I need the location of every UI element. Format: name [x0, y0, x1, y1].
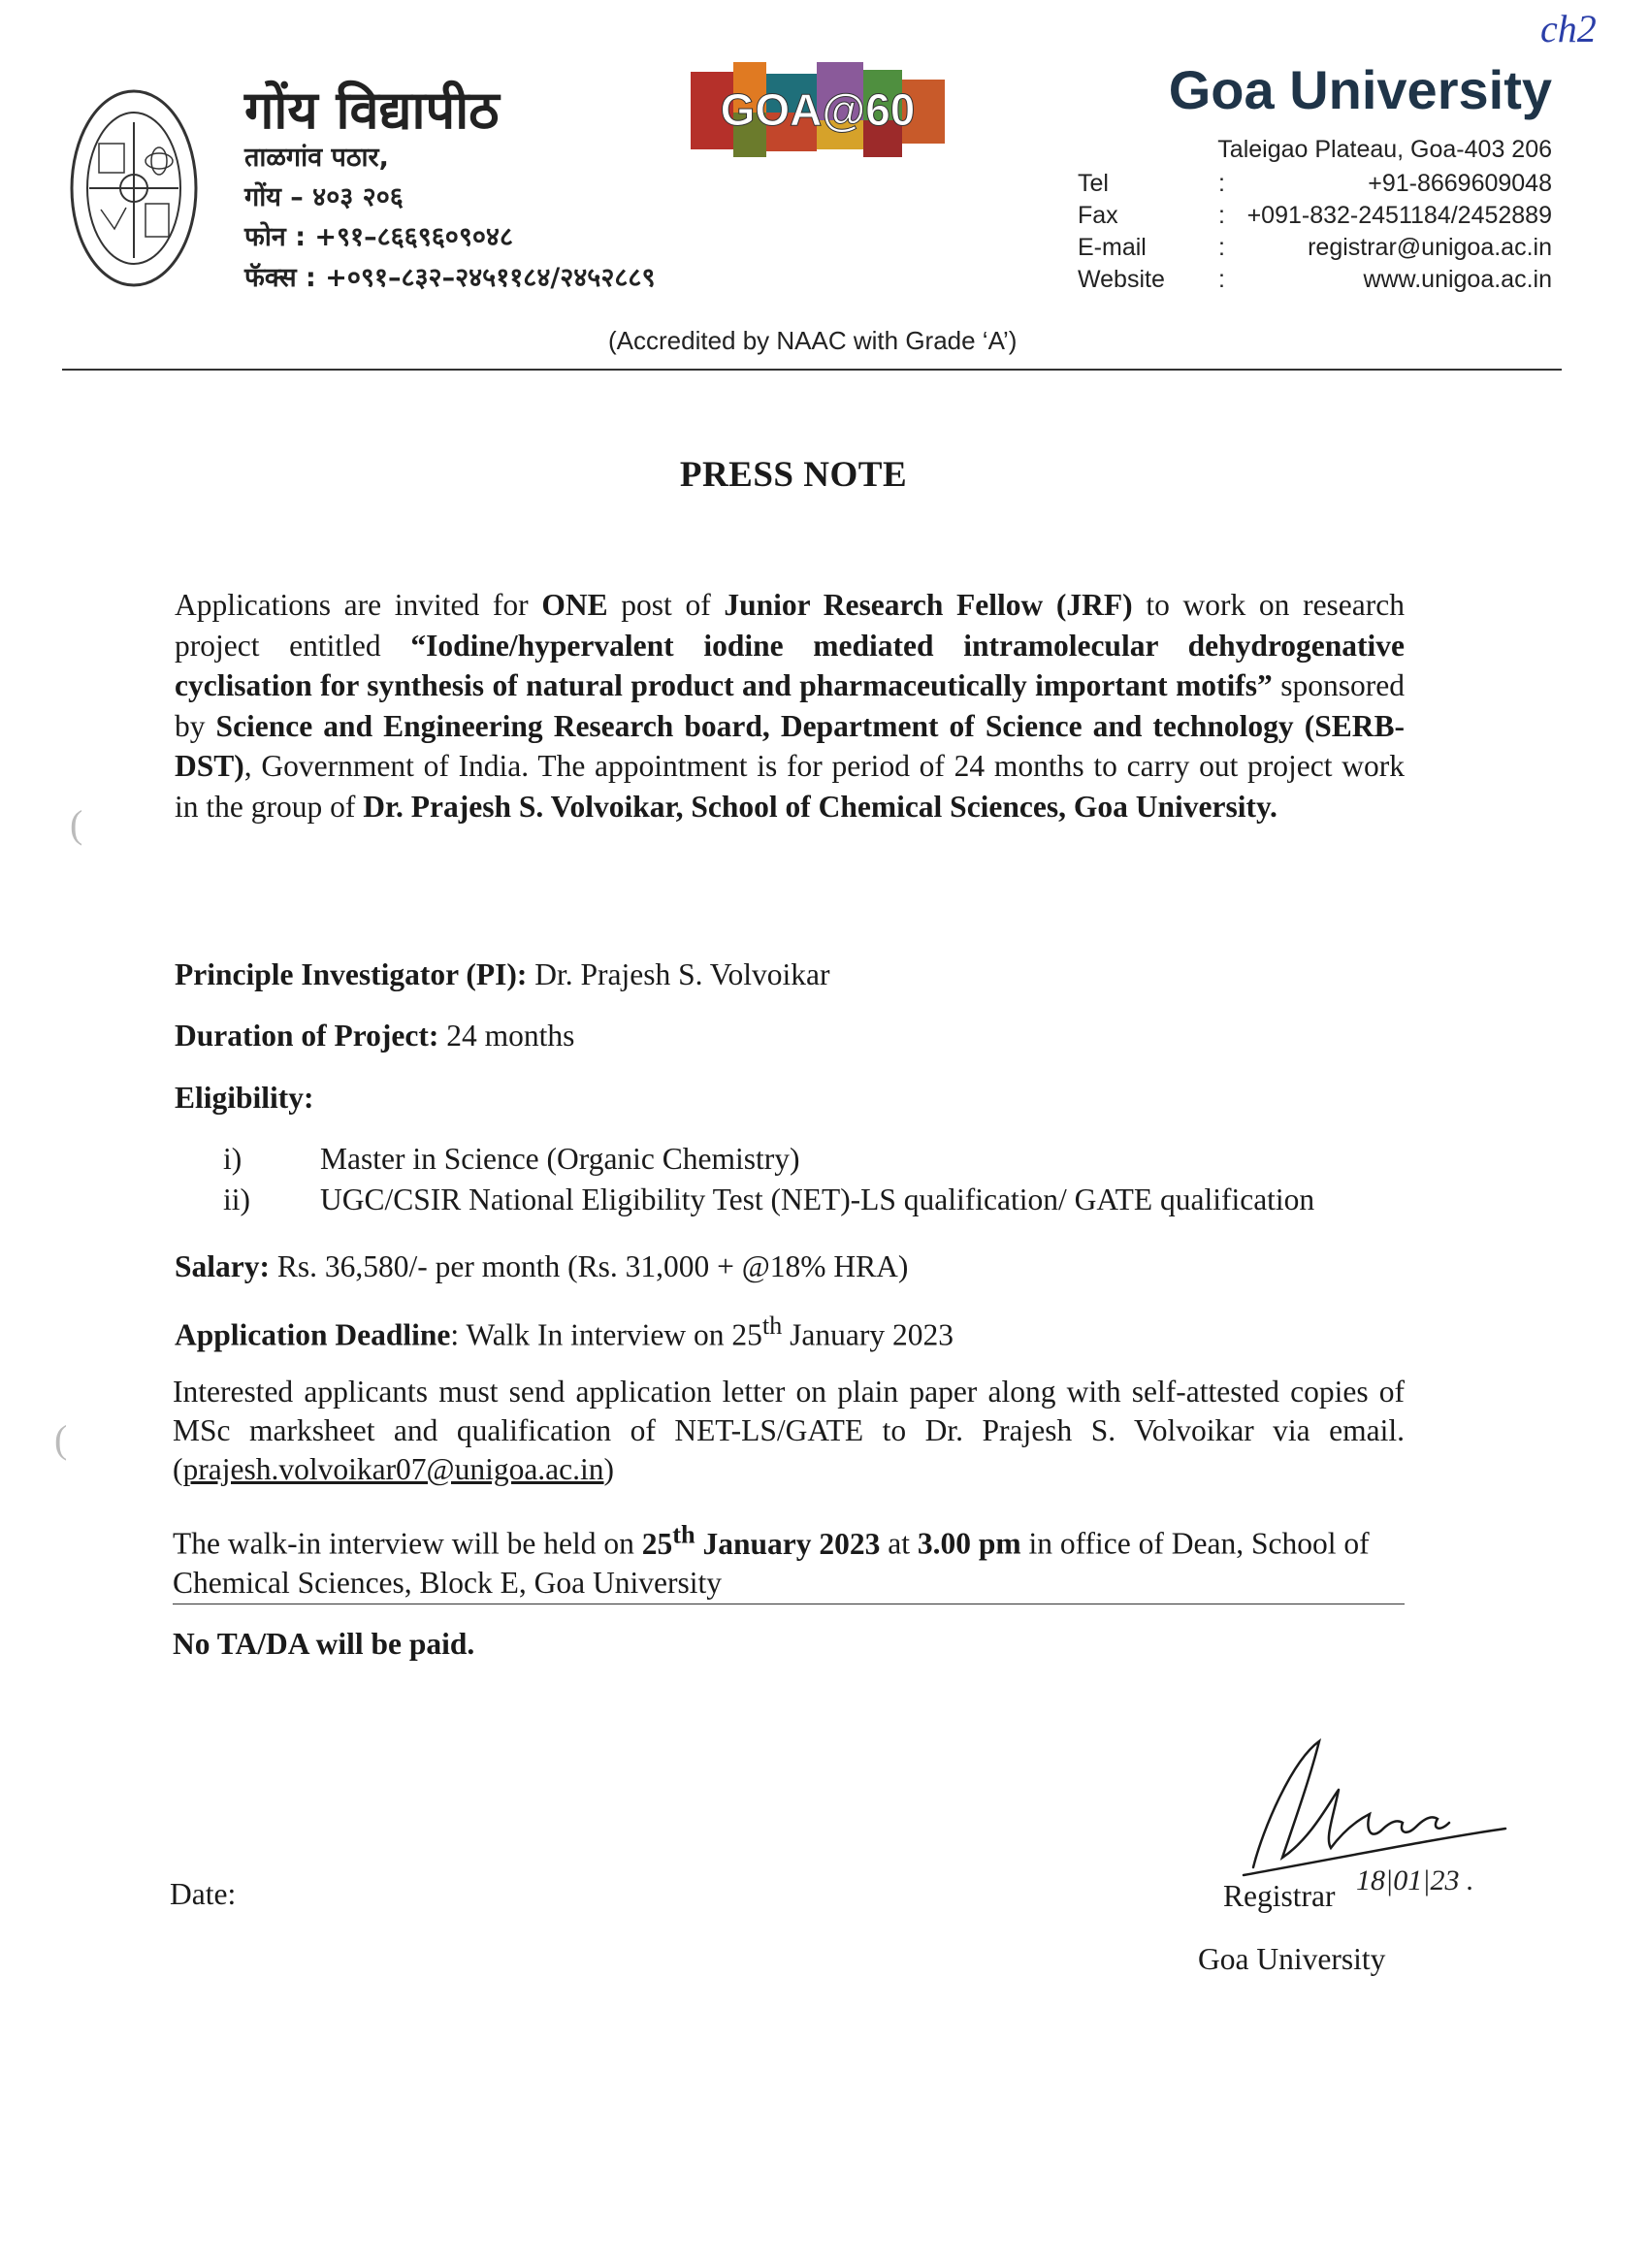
page-title: PRESS NOTE [679, 455, 908, 495]
scan-artifact: ( [54, 1417, 68, 1461]
contact-separator: : [1218, 202, 1225, 229]
date-label: Date: [170, 1877, 237, 1911]
accreditation-note: (Accredited by NAAC with Grade ‘A’) [608, 326, 1018, 355]
university-crest-logo [66, 83, 202, 292]
contact-value-fax: +091-832-2451184/2452889 [1246, 202, 1552, 229]
signatory-organization: Goa University [1198, 1942, 1386, 1976]
contact-separator: : [1218, 234, 1225, 261]
phone-line-marathi: फोन : +९१–८६६९६०९०४८ [244, 222, 513, 252]
handwritten-reference: ch2 [1540, 7, 1597, 50]
contact-label-website: Website [1078, 266, 1165, 293]
pi-email-link[interactable]: prajesh.volvoikar07@unigoa.ac.in [182, 1452, 604, 1486]
contact-separator: : [1218, 170, 1225, 197]
interview-time: 3.00 pm [917, 1526, 1021, 1561]
eligibility-item-number: i) [223, 1142, 242, 1176]
contact-value-email[interactable]: registrar@unigoa.ac.in [1308, 234, 1552, 261]
post-count: ONE [541, 588, 608, 622]
address-line-marathi: ताळगांव पठार, [244, 143, 389, 173]
interview-details: The walk-in interview will be held on 25th January 2023 at 3.00 pm in office of Dean, School of Chemical Sciences, Block E, Goa University [173, 1520, 1370, 1600]
contact-value-tel: +91-8669609048 [1368, 170, 1552, 197]
contact-label-tel: Tel [1078, 170, 1109, 197]
application-instructions: Interested applicants must send application letter on plain paper along with self-attested copies of MSc marksheet and qualification of NET-LS/GATE to Dr. Prajesh S. Volvoikar via email. (prajesh.volvoikar07@unigoa.ac.in) [173, 1375, 1405, 1486]
intro-paragraph: Applications are invited for ONE post of Junior Research Fellow (JRF) to work on research project entitled “Iodine/hypervalent iodine mediated intramolecular dehydrogenative cyclisation for synthesis of natural product and pharmaceutically important motifs” sponsored by Science and Engineering Research board, Department of Science and technology (SERB-DST), Government of India. The appointment is for period of 24 months to carry out project work in the group of Dr. Prajesh S. Volvoikar, School of Chemical Sciences, Goa University. [175, 588, 1405, 824]
interview-date: 25th January 2023 [641, 1520, 881, 1561]
project-title: “Iodine/hypervalent iodine mediated intramolecular dehydrogenative cyclisation for synthesis of natural product and pharmaceutically important motifs” [175, 628, 1405, 702]
university-name-marathi: गोंय विद्यापीठ [244, 80, 500, 141]
eligibility-item: Master in Science (Organic Chemistry) [320, 1142, 800, 1176]
principal-investigator-row: Principle Investigator (PI): Dr. Prajesh S. Volvoikar [175, 957, 830, 991]
scan-artifact: ( [70, 802, 83, 846]
signatory-title: Registrar [1223, 1879, 1336, 1913]
header-divider [62, 369, 1562, 371]
eligibility-heading: Eligibility: [175, 1081, 314, 1115]
post-title: Junior Research Fellow (JRF) [724, 588, 1133, 622]
contact-label-fax: Fax [1078, 202, 1118, 229]
sponsor: Science and Engineering Research board, Department of Science and technology (SERB-DST) [175, 708, 1405, 783]
registrar-signature [1224, 1722, 1515, 1887]
goa-at-60-text: GOA@60 [720, 84, 916, 135]
university-address: Taleigao Plateau, Goa-403 206 [1217, 136, 1552, 163]
pincode-line-marathi: गोंय – ४०३ २०६ [244, 182, 404, 212]
fax-line-marathi: फॅक्स : +०९१–८३२–२४५११८४/२४५२८८९ [244, 263, 656, 293]
duration-row: Duration of Project: 24 months [175, 1019, 575, 1053]
group-leader: Dr. Prajesh S. Volvoikar, School of Chemical Sciences, Goa University. [363, 789, 1277, 824]
contact-value-website[interactable]: www.unigoa.ac.in [1363, 266, 1552, 293]
contact-separator: : [1218, 266, 1225, 293]
no-tada-note: No TA/DA will be paid. [173, 1627, 475, 1661]
signature-date: 18|01|23 . [1356, 1864, 1474, 1896]
salary-row: Salary: Rs. 36,580/- per month (Rs. 31,000 + @18% HRA) [175, 1249, 909, 1283]
application-deadline-row: Application Deadline: Walk In interview on 25th January 2023 [175, 1312, 954, 1352]
eligibility-item: UGC/CSIR National Eligibility Test (NET)-LS qualification/ GATE qualification [320, 1183, 1315, 1216]
contact-label-email: E-mail [1078, 234, 1147, 261]
eligibility-item-number: ii) [223, 1183, 250, 1216]
goa-at-60-logo [691, 62, 945, 157]
university-name: Goa University [1168, 59, 1552, 120]
